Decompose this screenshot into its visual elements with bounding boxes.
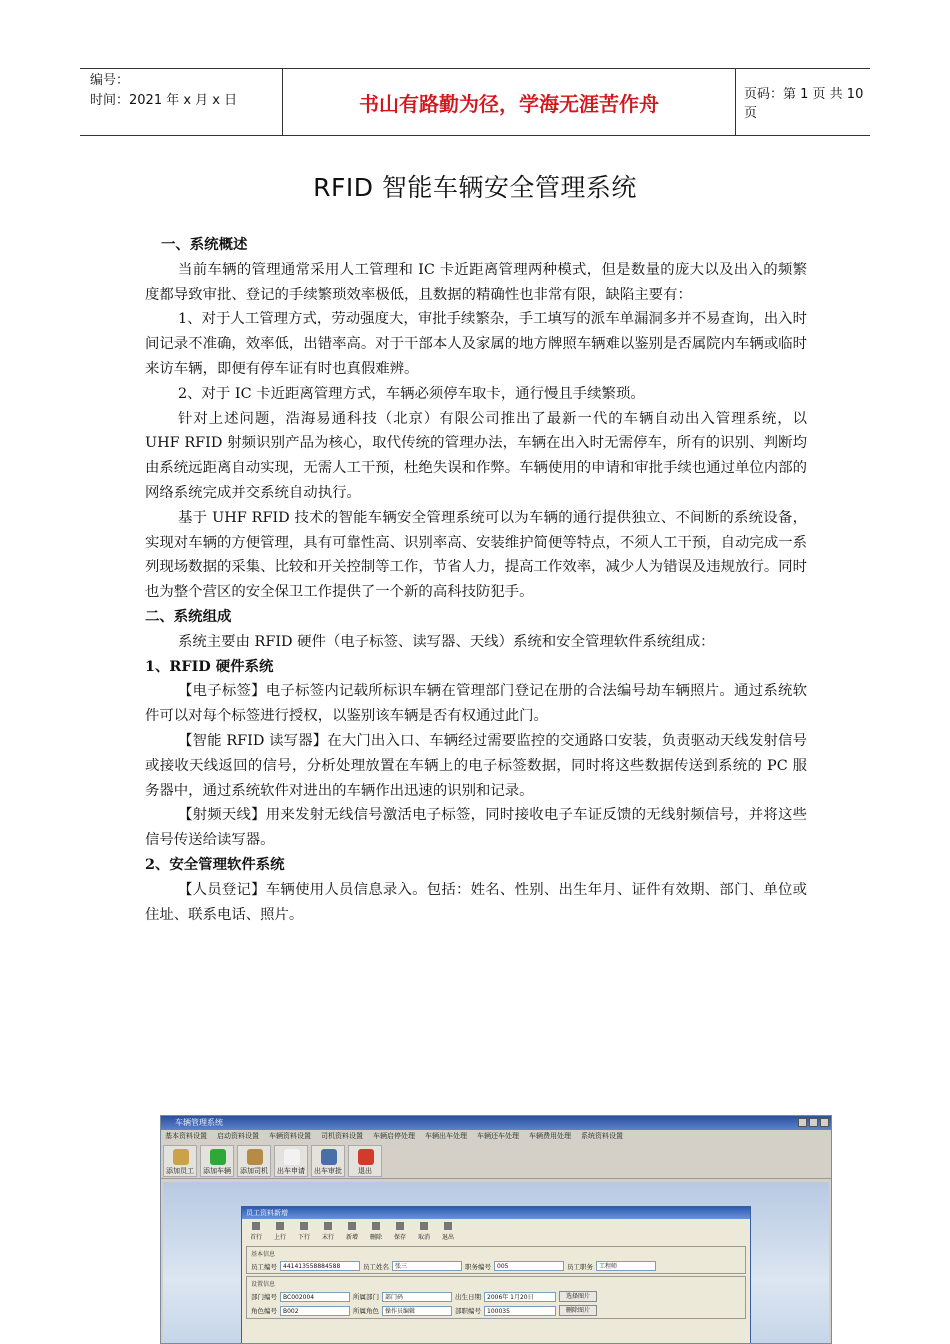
dialog-tool-button[interactable]: 取消 bbox=[414, 1222, 434, 1241]
settings-info-group bbox=[246, 1276, 746, 1319]
dialog-title: 员工资料新增 bbox=[242, 1207, 750, 1219]
dialog-tool-button[interactable]: 退出 bbox=[438, 1222, 458, 1241]
employee-dialog bbox=[241, 1206, 751, 1344]
body-paragraph: 【射频天线】用来发射无线信号激活电子标签，同时接收电子车证反馈的无线射频信号，并将这些信号传送给读写器。 bbox=[145, 807, 807, 849]
pick-photo-button[interactable]: 选择图片 bbox=[559, 1291, 597, 1302]
job-field[interactable]: 工程师 bbox=[596, 1261, 656, 1271]
menu-item[interactable]: 启动资料设置 bbox=[217, 1132, 259, 1140]
field-label: 出生日期 bbox=[455, 1293, 481, 1301]
toolbar-label: 添加车辆 bbox=[203, 1167, 231, 1175]
menu-item[interactable]: 基本资料设置 bbox=[165, 1132, 207, 1140]
field-label: 部门编号 bbox=[251, 1293, 277, 1301]
toolbar-icon bbox=[358, 1149, 374, 1165]
body-paragraph: 当前车辆的管理通常采用人工管理和 IC 卡近距离管理两种模式，但是数量的庞大以及出入的频繁度都导致审批、登记的手续繁琐效率极低，且数据的精确性也非常有限，缺陷主要有： bbox=[145, 261, 807, 303]
body-paragraph: 系统主要由 RFID 硬件（电子标签、读写器、天线）系统和安全管理软件系统组成： bbox=[178, 633, 715, 650]
header-meta bbox=[80, 69, 282, 135]
document-body bbox=[145, 233, 807, 927]
dialog-tool-button[interactable]: 末行 bbox=[318, 1222, 338, 1241]
dept-no-field[interactable]: 100035 bbox=[484, 1306, 556, 1316]
toolbar-icon bbox=[210, 1149, 226, 1165]
toolbar-button[interactable] bbox=[348, 1145, 382, 1177]
birth-date-picker[interactable]: 2006年 1月20日 bbox=[484, 1292, 556, 1302]
menu-item[interactable]: 车辆还车处理 bbox=[477, 1132, 519, 1140]
desktop-area bbox=[163, 1182, 829, 1344]
emp-name-field[interactable]: 张三 bbox=[392, 1261, 462, 1271]
toolbar-label: 出车审批 bbox=[314, 1167, 342, 1175]
dialog-tool-button[interactable]: 删除 bbox=[366, 1222, 386, 1241]
page-header bbox=[80, 68, 870, 136]
app-screenshot-figure bbox=[160, 1115, 832, 1344]
body-paragraph: 【智能 RFID 读写器】在大门出入口、车辆经过需要监控的交通路口安装，负责驱动天线发射信号或接收天线返回的信号，分析处理放置在车辆上的电子标签数据，同时将这些数据传送到系统的 PC 服务器中，通过系统软件对进出的车辆作出迅速的识别和记录。 bbox=[145, 732, 807, 799]
menu-item[interactable]: 车辆费用处理 bbox=[529, 1132, 571, 1140]
toolbar-icon bbox=[284, 1149, 300, 1165]
dialog-tool-button[interactable]: 上行 bbox=[270, 1222, 290, 1241]
serial-label: 编号： bbox=[90, 73, 130, 88]
body-paragraph: 1、对于人工管理方式，劳动强度大，审批手续繁杂，手工填写的派车单漏洞多并不易查询，出入时间记录不准确，效率低，出错率高。对于干部本人及家属的地方牌照车辆难以鉴别是否属院内车辆或临时来访车辆，即便有停车证有时也真假难辨。 bbox=[145, 311, 807, 377]
basic-info-group bbox=[246, 1246, 746, 1274]
menu-item[interactable]: 车辆资料设置 bbox=[269, 1132, 311, 1140]
toolbar bbox=[161, 1143, 831, 1179]
toolbar-label: 出车申请 bbox=[277, 1167, 305, 1175]
dialog-tool-button[interactable]: 新增 bbox=[342, 1222, 362, 1241]
section-heading: 2、安全管理软件系统 bbox=[145, 855, 285, 873]
document-title: RFID 智能车辆安全管理系统 bbox=[313, 173, 637, 202]
job-id-field[interactable]: 005 bbox=[494, 1261, 564, 1271]
group-label: 基本信息 bbox=[251, 1251, 276, 1258]
group-label: 设置信息 bbox=[251, 1281, 276, 1288]
section-heading: 1、RFID 硬件系统 bbox=[145, 657, 274, 675]
toolbar-button[interactable] bbox=[163, 1145, 197, 1177]
close-icon[interactable] bbox=[820, 1118, 829, 1127]
toolbar-icon bbox=[321, 1149, 337, 1165]
role-id-field[interactable]: B002 bbox=[280, 1306, 350, 1316]
menu-bar bbox=[161, 1130, 831, 1143]
section-heading: 二、系统组成 bbox=[145, 607, 232, 625]
date-line: 时间：2021 年 x 月 x 日 bbox=[90, 93, 238, 108]
role-field[interactable]: 操作员编辑 bbox=[382, 1306, 452, 1316]
field-label: 员工姓名 bbox=[363, 1262, 389, 1271]
page-info: 页码：第 1 页 共 10 页 bbox=[744, 87, 864, 121]
emp-id-field[interactable]: 441413558884588 bbox=[280, 1261, 360, 1271]
field-label: 员工职务 bbox=[567, 1262, 593, 1271]
menu-item[interactable]: 司机资料设置 bbox=[321, 1132, 363, 1140]
field-label: 员工编号 bbox=[251, 1262, 277, 1271]
window-titlebar bbox=[161, 1116, 831, 1130]
body-paragraph: 【人员登记】车辆使用人员信息录入。包括：姓名、性别、出生年月、证件有效期、部门、单位或住址、联系电话、照片。 bbox=[145, 881, 807, 923]
dialog-tool-button[interactable]: 下行 bbox=[294, 1222, 314, 1241]
field-label: 所属部门 bbox=[353, 1293, 379, 1301]
dept-field[interactable]: 部门码 bbox=[382, 1292, 452, 1302]
dialog-tool-button[interactable]: 保存 bbox=[390, 1222, 410, 1241]
body-paragraph: 2、对于 IC 卡近距离管理方式，车辆必须停车取卡，通行慢且手续繁琐。 bbox=[178, 385, 645, 402]
body-paragraph: 【电子标签】电子标签内记载所标识车辆在管理部门登记在册的合法编号劫车辆照片。通过系统软件可以对每个标签进行授权，以鉴别该车辆是否有权通过此门。 bbox=[145, 683, 807, 725]
menu-item[interactable]: 车辆出车处理 bbox=[425, 1132, 467, 1140]
delete-photo-button[interactable]: 删除图片 bbox=[559, 1305, 597, 1316]
dialog-toolbar bbox=[242, 1219, 750, 1244]
section-heading: 一、系统概述 bbox=[161, 236, 248, 253]
toolbar-button[interactable] bbox=[274, 1145, 308, 1177]
toolbar-label: 添加司机 bbox=[240, 1167, 268, 1175]
maximize-icon[interactable] bbox=[809, 1118, 818, 1127]
field-label: 角色编号 bbox=[251, 1307, 277, 1315]
toolbar-button[interactable] bbox=[237, 1145, 271, 1177]
window-title: 车辆管理系统 bbox=[175, 1118, 223, 1127]
body-paragraph: 针对上述问题，浩海易通科技（北京）有限公司推出了最新一代的车辆自动出入管理系统，以 UHF RFID 射频识别产品为核心，取代传统的管理办法，车辆在出入时无需停车，所有的识别、判断均由系统远距离自动实现，无需人工干预，杜绝失误和作弊。车辆使用的申请和审批手续也通过单位内部的网络系统完成并交系统自动执行。 bbox=[145, 410, 807, 501]
menu-item[interactable]: 车辆启停处理 bbox=[373, 1132, 415, 1140]
field-label: 部职编号 bbox=[455, 1307, 481, 1315]
toolbar-label: 添加员工 bbox=[166, 1167, 194, 1175]
dialog-tool-button[interactable]: 首行 bbox=[246, 1222, 266, 1241]
body-paragraph: 基于 UHF RFID 技术的智能车辆安全管理系统可以为车辆的通行提供独立、不间断的系统设备，实现对车辆的方便管理，具有可靠性高、识别率高、安装维护简便等特点，不须人工干预，自动完成一系列现场数据的采集、比较和开关控制等工作，节省人力，提高工作效率，减少人为错误及违规放行。同时也为整个营区的安全保卫工作提供了一个新的高科技防犯手。 bbox=[145, 509, 807, 601]
toolbar-label: 退出 bbox=[358, 1167, 372, 1175]
field-label: 职务编号 bbox=[465, 1262, 491, 1271]
toolbar-icon bbox=[247, 1149, 263, 1165]
toolbar-button[interactable] bbox=[200, 1145, 234, 1177]
field-label: 所属角色 bbox=[353, 1307, 379, 1315]
dept-id-field[interactable]: BC002004 bbox=[280, 1292, 350, 1302]
menu-item[interactable]: 系统资料设置 bbox=[581, 1132, 623, 1140]
minimize-icon[interactable] bbox=[798, 1118, 807, 1127]
header-motto: 书山有路勤为径，学海无涯苦作舟 bbox=[282, 69, 736, 135]
toolbar-button[interactable] bbox=[311, 1145, 345, 1177]
toolbar-icon bbox=[173, 1149, 189, 1165]
